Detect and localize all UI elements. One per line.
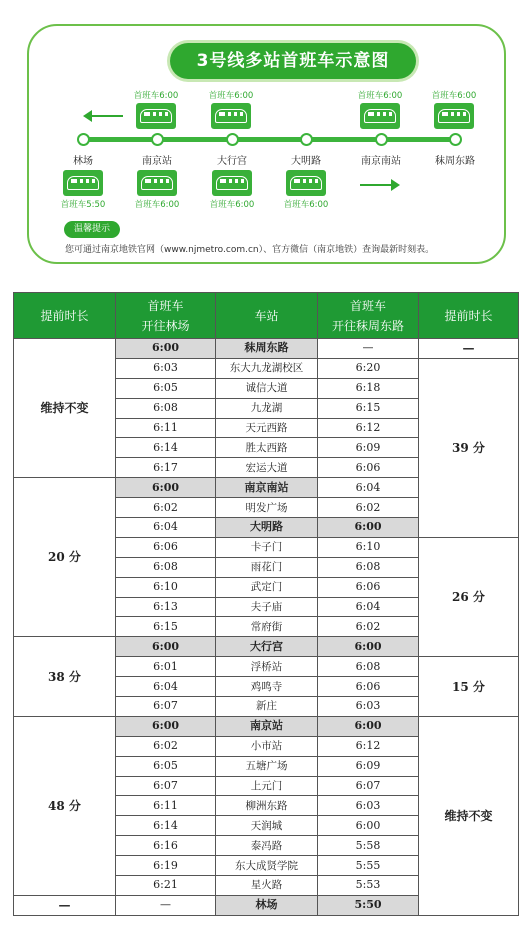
station-name-cell: 雨花门 [216,557,318,577]
header-advance-left: 提前时长 [14,293,116,339]
station-name-cell: 星火路 [216,876,318,896]
train-icon [63,170,103,196]
first-train-to-linchang-cell: 6:11 [116,796,216,816]
line3-first-train-diagram [27,24,506,264]
first-train-to-mozhou-cell: 6:02 [318,498,419,518]
first-train-to-linchang-cell: 6:02 [116,736,216,756]
first-train-to-mozhou-cell: 6:03 [318,697,419,717]
train-icon [136,103,176,129]
station-label-daminglu: 大明路 [291,156,321,167]
first-train-to-linchang-cell: 6:15 [116,617,216,637]
station-label-mozhoudonglu: 秣周东路 [435,156,475,167]
first-train-to-linchang-cell: 6:07 [116,776,216,796]
station-dot-icon [151,133,164,146]
first-train-to-linchang-cell: 6:10 [116,577,216,597]
advance-time-cell: 20 分 [14,478,116,637]
first-train-to-linchang-cell: 6:06 [116,537,216,557]
first-train-to-mozhou-cell: 5:53 [318,876,419,896]
first-train-timetable [13,292,519,916]
station-name-cell: 林场 [216,895,318,915]
first-train-to-linchang-cell: 6:21 [116,876,216,896]
first-train-to-mozhou-cell: 6:09 [318,438,419,458]
first-train-to-linchang-cell: 6:05 [116,756,216,776]
first-train-to-linchang-cell: 6:08 [116,398,216,418]
station-name-cell: 南京站 [216,716,318,736]
train-caption: 首班车6:00 [134,200,180,210]
first-train-to-linchang-cell: 6:01 [116,657,216,677]
tip-badge: 温馨提示 [64,221,120,238]
first-train-to-mozhou-cell: 5:58 [318,836,419,856]
station-name-cell: 五塘广场 [216,756,318,776]
advance-time-cell: — [419,339,519,359]
station-dot-icon [375,133,388,146]
first-train-to-linchang-cell: 6:17 [116,458,216,478]
first-train-to-mozhou-cell: 6:00 [318,637,419,657]
first-train-to-linchang-cell: 6:03 [116,358,216,378]
station-dot-icon [226,133,239,146]
first-train-to-linchang-cell: 6:00 [116,478,216,498]
first-train-to-linchang-cell: 6:00 [116,339,216,359]
station-name-cell: 东大成贤学院 [216,856,318,876]
line3-track [83,137,453,142]
station-name-cell: 武定门 [216,577,318,597]
station-name-cell: 夫子庙 [216,597,318,617]
first-train-to-mozhou-cell: 6:04 [318,597,419,617]
station-name-cell: 南京南站 [216,478,318,498]
first-train-to-mozhou-cell: 5:55 [318,856,419,876]
station-name-cell: 卡子门 [216,537,318,557]
diagram-title: 3号线多站首班车示意图 [170,43,416,79]
station-name-cell: 大行宫 [216,637,318,657]
train-icon [137,170,177,196]
station-name-cell: 泰冯路 [216,836,318,856]
advance-time-cell: — [14,895,116,915]
train-caption: 首班车6:00 [357,91,403,101]
first-train-to-mozhou-cell: 6:09 [318,756,419,776]
first-train-to-mozhou-cell: 6:08 [318,557,419,577]
train-caption: 首班车6:00 [209,200,255,210]
station-name-cell: 宏运大道 [216,458,318,478]
first-train-to-linchang-cell: 6:14 [116,438,216,458]
advance-time-cell: 维持不变 [419,716,519,915]
station-name-cell: 东大九龙湖校区 [216,358,318,378]
table-row [14,339,519,359]
advance-time-cell: 维持不变 [14,339,116,478]
station-label-nanjing: 南京站 [142,156,172,167]
first-train-to-linchang-cell: 6:00 [116,716,216,736]
station-name-cell: 常府街 [216,617,318,637]
first-train-to-mozhou-cell: 6:00 [318,518,419,538]
first-train-to-linchang-cell: 6:05 [116,378,216,398]
first-train-to-linchang-cell: 6:08 [116,557,216,577]
first-train-to-mozhou-cell: 6:02 [318,617,419,637]
first-train-to-mozhou-cell: 6:08 [318,657,419,677]
direction-arrow-left-icon [85,115,123,117]
first-train-to-mozhou-cell: 6:20 [318,358,419,378]
advance-time-cell: 15 分 [419,657,519,717]
first-train-to-mozhou-cell: 5:50 [318,895,419,915]
first-train-to-mozhou-cell: — [318,339,419,359]
station-name-cell: 胜太西路 [216,438,318,458]
header-to-mozhou: 首班车 开往秣周东路 [318,293,419,339]
train-icon [286,170,326,196]
header-station: 车站 [216,293,318,339]
station-name-cell: 秣周东路 [216,339,318,359]
train-icon [360,103,400,129]
station-name-cell: 小市站 [216,736,318,756]
train-caption: 首班车6:00 [133,91,179,101]
first-train-to-mozhou-cell: 6:06 [318,458,419,478]
first-train-to-linchang-cell: 6:07 [116,697,216,717]
train-icon [434,103,474,129]
station-name-cell: 上元门 [216,776,318,796]
header-advance-right: 提前时长 [419,293,519,339]
first-train-to-mozhou-cell: 6:03 [318,796,419,816]
advance-time-cell: 26 分 [419,537,519,656]
station-name-cell: 新庄 [216,697,318,717]
tip-text: 您可通过南京地铁官网（www.njmetro.com.cn）、官方微信（南京地铁）查询最新时刻表。 [65,245,435,255]
train-icon [211,103,251,129]
station-label-nanjingnan: 南京南站 [361,156,401,167]
header-to-linchang: 首班车 开往林场 [116,293,216,339]
train-caption: 首班车6:00 [283,200,329,210]
train-caption: 首班车5:50 [60,200,106,210]
first-train-to-linchang-cell: 6:14 [116,816,216,836]
first-train-to-mozhou-cell: 6:06 [318,677,419,697]
first-train-to-linchang-cell: 6:04 [116,677,216,697]
table-row [14,716,519,736]
station-name-cell: 鸡鸣寺 [216,677,318,697]
station-name-cell: 浮桥站 [216,657,318,677]
train-caption: 首班车6:00 [208,91,254,101]
first-train-to-linchang-cell: 6:19 [116,856,216,876]
first-train-to-linchang-cell: 6:16 [116,836,216,856]
station-name-cell: 大明路 [216,518,318,538]
advance-time-cell: 48 分 [14,716,116,895]
train-caption: 首班车6:00 [431,91,477,101]
first-train-to-linchang-cell: 6:00 [116,637,216,657]
advance-time-cell: 38 分 [14,637,116,717]
station-name-cell: 天元西路 [216,418,318,438]
first-train-to-mozhou-cell: 6:12 [318,736,419,756]
first-train-to-linchang-cell: 6:11 [116,418,216,438]
table-header-row [14,293,519,339]
first-train-to-mozhou-cell: 6:00 [318,716,419,736]
first-train-to-mozhou-cell: 6:15 [318,398,419,418]
first-train-to-linchang-cell: — [116,895,216,915]
station-name-cell: 柳洲东路 [216,796,318,816]
first-train-to-linchang-cell: 6:04 [116,518,216,538]
direction-arrow-right-icon [360,184,398,186]
station-label-daxinggong: 大行宫 [217,156,247,167]
station-dot-icon [77,133,90,146]
station-dot-icon [300,133,313,146]
first-train-to-mozhou-cell: 6:07 [318,776,419,796]
first-train-to-mozhou-cell: 6:18 [318,378,419,398]
train-icon [212,170,252,196]
station-name-cell: 天润城 [216,816,318,836]
first-train-to-mozhou-cell: 6:04 [318,478,419,498]
first-train-to-mozhou-cell: 6:12 [318,418,419,438]
station-dot-icon [449,133,462,146]
first-train-to-linchang-cell: 6:02 [116,498,216,518]
first-train-to-mozhou-cell: 6:10 [318,537,419,557]
station-label-linchang: 林场 [73,156,93,167]
station-name-cell: 诚信大道 [216,378,318,398]
first-train-to-mozhou-cell: 6:06 [318,577,419,597]
station-name-cell: 明发广场 [216,498,318,518]
first-train-to-linchang-cell: 6:13 [116,597,216,617]
station-name-cell: 九龙湖 [216,398,318,418]
first-train-to-mozhou-cell: 6:00 [318,816,419,836]
advance-time-cell: 39 分 [419,358,519,537]
